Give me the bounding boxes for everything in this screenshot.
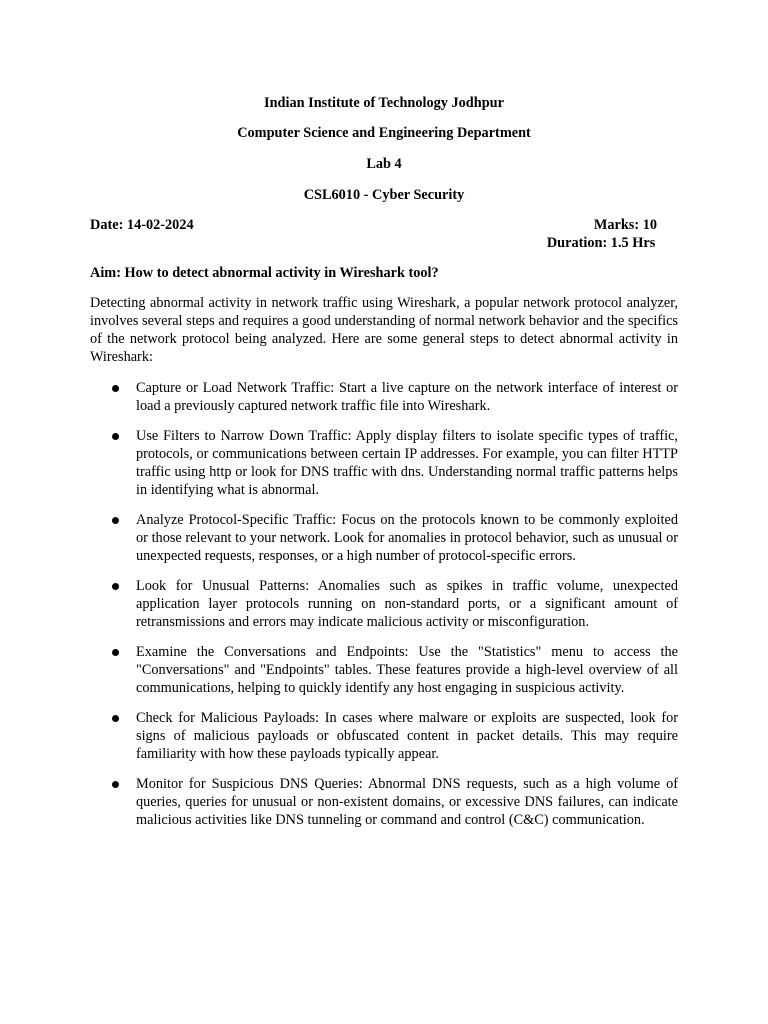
list-item [0,427,768,499]
duration-label: Duration: 1.5 Hrs [546,235,656,251]
list-item [0,643,768,697]
marks-label: Marks: 10 [593,217,657,233]
list-item [0,577,768,631]
step-text: Capture or Load Network Traffic: Start a live capture on the network interface of interest or load a previously captured network traffic file into Wireshark. [136,380,678,414]
lab-title: Lab 4 [366,156,402,172]
list-item [0,379,768,415]
aim-heading: Aim: How to detect abnormal activity in Wireshark tool? [90,265,439,281]
institute-title: Indian Institute of Technology Jodhpur [264,95,504,111]
list-item [0,775,768,829]
marks-duration-block [547,216,657,252]
department-title: Computer Science and Engineering Department [237,125,531,141]
bullet-icon [112,781,119,788]
step-text: Look for Unusual Patterns: Anomalies such as spikes in traffic volume, unexpected application layer protocols running on non-standard ports, or a significant amount of retransmissions and errors may indicate malicious activity or misconfiguration. [136,578,678,630]
list-item [0,511,768,565]
step-text: Use Filters to Narrow Down Traffic: Apply display filters to isolate specific types of traffic, protocols, or communications between certain IP addresses. For example, you can filter HTTP traffic using http or look for DNS traffic with dns. Understanding normal traffic patterns helps in identifying what is abnormal. [136,428,678,498]
steps-list [0,379,768,841]
bullet-icon [112,715,119,722]
list-item [0,709,768,763]
date-label: Date: 14-02-2024 [90,217,194,233]
step-text: Monitor for Suspicious DNS Queries: Abnormal DNS requests, such as a high volume of queries, queries for unusual or non-existent domains, or excessive DNS failures, can indicate malicious activities like DNS tunneling or command and control (C&C) communication. [136,776,678,828]
intro-paragraph: Detecting abnormal activity in network traffic using Wireshark, a popular network protocol analyzer, involves several steps and requires a good understanding of normal network behavior and the specifics of the network protocol being analyzed. Here are some general steps to detect abnormal activity in Wireshark: [90,295,678,365]
step-text: Check for Malicious Payloads: In cases where malware or exploits are suspected, look for signs of malicious payloads or obfuscated content in packet details. This may require familiarity with how these payloads typically appear. [136,710,678,762]
bullet-icon [112,517,119,524]
bullet-icon [112,583,119,590]
bullet-icon [112,649,119,656]
step-text: Examine the Conversations and Endpoints: Use the "Statistics" menu to access the "Conversations" and "Endpoints" tables. These features provide a high-level overview of all communications, helping to quickly identify any host engaging in suspicious activity. [136,644,678,696]
bullet-icon [112,385,119,392]
course-title: CSL6010 - Cyber Security [303,187,465,203]
step-text: Analyze Protocol-Specific Traffic: Focus on the protocols known to be commonly exploited or those relevant to your network. Look for anomalies in protocol behavior, such as unusual or unexpected requests, responses, or a high number of protocol-specific errors. [136,512,678,564]
bullet-icon [112,433,119,440]
